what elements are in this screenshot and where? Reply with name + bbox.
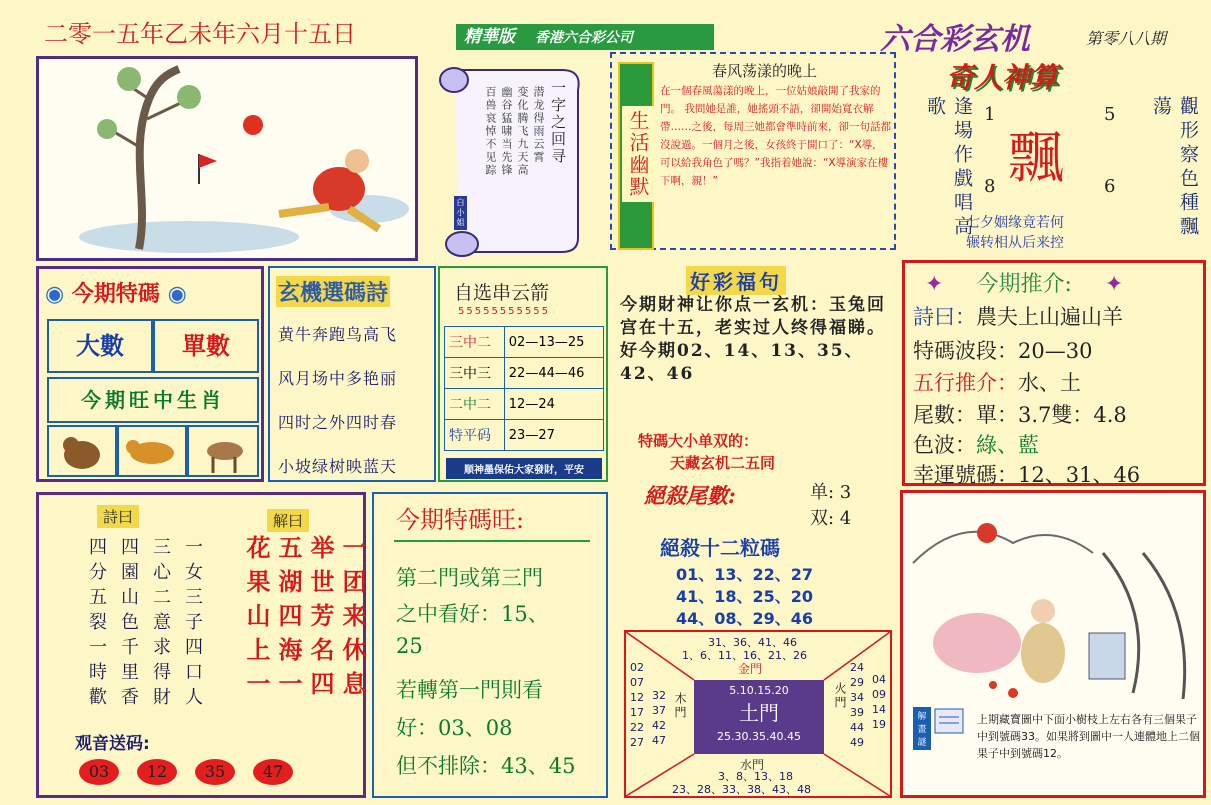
arrow-footer: 顺神墨保佑大家發財，平安 (446, 458, 602, 479)
scroll-line-1: 潜龙得雨云霄 (532, 86, 545, 164)
tiger-cell (117, 425, 187, 477)
ball: 03 (79, 759, 119, 785)
document-icon (931, 707, 971, 737)
oracle-num-2: 5 (1104, 104, 1116, 125)
scroll-stamp: 白小姐 (456, 198, 465, 228)
scroll-line-3: 幽谷猛啸当先锋 (500, 86, 513, 177)
poem-col-4: 四分五裂一時歡 (86, 537, 107, 712)
table-row (445, 358, 604, 389)
zodiac-line-text: 今期旺中生肖 (81, 388, 225, 412)
oracle-panel (908, 52, 1204, 252)
special-hot-line-3: 25 (396, 634, 423, 658)
zodiac-line (47, 377, 259, 423)
special-hot-line-5: 好：03、08 (396, 716, 513, 740)
bottom-poem-panel (36, 492, 366, 798)
recommend-label: 特碼波段： (913, 339, 1018, 363)
arrow-row-label: 三中二 (445, 327, 505, 358)
recommend-value: 農夫上山遍山羊 (976, 305, 1123, 329)
poem-select-line-3: 四时之外四时春 (278, 413, 398, 432)
arrow-panel (438, 266, 608, 482)
tiger-icon (119, 427, 185, 475)
star-icon: ✦ (925, 272, 944, 297)
wood-gate-label: 木門 (673, 692, 687, 720)
metal-nums-2: 1、6、11、16、21、26 (682, 649, 807, 662)
oracle-num-1: 1 (984, 104, 996, 125)
oracle-num-4: 6 (1104, 176, 1116, 197)
recommend-value: 12、31、46 (1018, 463, 1141, 487)
poem-select-panel (268, 266, 436, 482)
recommend-row-2 (913, 335, 1092, 365)
recommend-row-1 (913, 301, 1123, 331)
kill-12-title: 絕殺十二粒碼 (660, 536, 780, 560)
scroll-line-2: 变化腾飞九天高 (516, 86, 529, 177)
humor-text: 在一個春風蕩漾的晚上，一位姑娘敲開了我家的門。 我問她是誰，她搖頭不語，卻開始寬衣解帶……之後，每周三她都會準時前來，卻一句話都沒說過。一個月之後，女孩終于開口了：“X導，可以給我角色了嗎？”我指着她說：“X導演家在樓下啊，親！” (660, 85, 891, 187)
poem-label-1: 詩曰 (97, 505, 139, 528)
brand-title: 六合彩玄机 (880, 22, 1030, 57)
kill-12-line-2: 41、18、25、20 (676, 587, 814, 606)
ball: 35 (195, 759, 235, 785)
fortune-panel (614, 266, 898, 626)
fortune-title: 好彩福句 (686, 266, 786, 295)
special-hot-panel (372, 492, 608, 798)
goat-icon (189, 427, 257, 475)
answer-col-2: 举世芳名四 (306, 535, 335, 705)
date-title: 二零一五年乙未年六月十五日 (44, 20, 356, 48)
scroll-title: 一字之回寻 (549, 80, 567, 165)
special-hot-line-6: 但不排除：43、45 (396, 754, 576, 778)
special-panel (36, 266, 264, 482)
arrow-row-label: 二中二 (445, 389, 505, 420)
earth-bottom-nums: 25.30.35.40.45 (717, 730, 801, 743)
humor-side-label (618, 62, 654, 250)
gate-num: 27 (630, 736, 644, 749)
gate-num: 17 (630, 706, 644, 719)
recommend-label: 幸運號碼： (913, 463, 1018, 487)
metal-gate-label: 金門 (738, 662, 763, 676)
arrow-row-value: 12—24 (504, 389, 603, 420)
monkey-cell (47, 425, 117, 477)
poem-select-title: 玄機選碼詩 (276, 276, 390, 307)
special-hot-line-4: 若轉第一門則看 (396, 678, 543, 702)
recommend-row-4 (913, 399, 1127, 429)
target-icon-2: ◉ (167, 281, 187, 307)
special-hot-title: 今期特碼旺: (396, 506, 525, 534)
kill-tail-title: 絕殺尾數: (644, 483, 736, 508)
recommend-row-6 (913, 459, 1140, 489)
riddle-text: 上期藏寶圖中下面小樹枝上左右各有三個果子中到號碼33。如果將到圖中一人連體地上二個果子中到號碼12。 (977, 713, 1200, 760)
gate-num: 42 (652, 719, 666, 732)
metal-nums-1: 31、36、41、46 (708, 636, 797, 649)
wood-left-b (652, 688, 672, 748)
arrow-row-value: 02—13—25 (504, 327, 603, 358)
recommend-label: 色波： (913, 433, 976, 457)
poem-select-line-2: 风月场中多艳丽 (278, 369, 398, 388)
big-number-cell (47, 319, 153, 373)
issue-label: 第零八八期 (1086, 29, 1167, 48)
goat-cell (187, 425, 259, 477)
humor-panel (610, 52, 896, 250)
gate-num: 04 (872, 673, 886, 686)
recommend-value: 20—30 (1018, 339, 1093, 363)
oracle-poem-1: 七夕姻缘竟若何 (966, 215, 1064, 231)
gate-num: 12 (630, 691, 644, 704)
gate-num: 37 (652, 704, 666, 717)
gate-num: 44 (850, 721, 864, 734)
special-title-text: 今期特碼 (71, 281, 160, 307)
gate-num: 02 (630, 661, 644, 674)
kill-12-line-1: 01、13、22、27 (676, 565, 814, 584)
scroll-panel (432, 60, 600, 260)
riddle-drawing (903, 493, 1203, 699)
earth-gate-label: 土門 (739, 701, 779, 725)
recommend-row-5 (913, 429, 1039, 459)
table-row (445, 389, 604, 420)
target-icon: ◉ (45, 281, 65, 307)
poem-label-2: 解曰 (267, 509, 309, 532)
oracle-char: 飄 (1008, 126, 1064, 191)
oracle-num-3: 8 (984, 176, 996, 197)
gate-num: 34 (850, 691, 864, 704)
arrow-table (444, 326, 604, 451)
fire-right-a (850, 660, 870, 750)
riddle-panel (900, 490, 1206, 798)
recommend-row-3 (913, 367, 1081, 397)
gates-panel (624, 630, 892, 798)
oracle-left-col: 逢場作戲唱高歌 (924, 96, 973, 240)
poem-select-line-1: 黄牛奔跑鸟高飞 (278, 325, 398, 344)
recommend-panel (902, 260, 1206, 486)
gate-num: 14 (872, 703, 886, 716)
special-title (45, 277, 187, 308)
single-number-cell (153, 319, 259, 373)
poem-select-line-4: 小坡绿树映蓝天 (278, 457, 398, 476)
water-gate-label: 水門 (740, 758, 765, 772)
gate-num: 07 (630, 676, 644, 689)
recommend-value: 水、土 (1018, 371, 1081, 395)
answer-col-4: 花果山上一 (242, 535, 271, 705)
recommend-value: 綠、藍 (976, 433, 1039, 457)
gate-num: 47 (652, 734, 666, 747)
fire-gate-label: 火門 (833, 682, 847, 710)
table-row (445, 327, 604, 358)
special-hot-line-1: 第二門或第三門 (396, 566, 543, 590)
table-row (445, 420, 604, 451)
star-icon-2: ✦ (1104, 272, 1124, 297)
arrow-title: 自选串云箭 (454, 282, 550, 304)
gate-num: 22 (630, 721, 644, 734)
gate-num: 39 (850, 706, 864, 719)
gate-num: 24 (850, 661, 864, 674)
poem-col-3: 四園山色千里香 (118, 537, 139, 712)
humor-side-text: 生活幽默 (622, 106, 655, 202)
fortune-line3: 天藏玄机二五同 (670, 454, 776, 472)
water-nums-2: 23、28、33、38、43、48 (672, 783, 811, 796)
gate-num: 19 (872, 718, 886, 731)
wood-left-a (630, 660, 650, 750)
title-underline (394, 540, 590, 542)
poem-col-2: 三心二意求得財 (150, 537, 171, 712)
gate-num: 09 (872, 688, 886, 701)
recommend-title (925, 267, 1123, 298)
answer-col-3: 五湖四海一 (274, 535, 303, 705)
edition-banner (456, 24, 714, 50)
recommend-value: 單：3.7雙：4.8 (976, 403, 1127, 427)
recommend-label: 詩曰： (913, 305, 976, 329)
oracle-title: 奇人神算 (946, 61, 1059, 94)
earth-top-nums: 5.10.15.20 (729, 684, 789, 697)
fire-right-b (872, 672, 892, 732)
guanyin-balls (79, 759, 311, 785)
kill-12-line-3: 44、08、29、46 (676, 609, 814, 628)
edition-label: 精華版 (464, 27, 515, 47)
arrow-row-value: 23—27 (504, 420, 603, 451)
fortune-text: 今期財神让你点一玄机：玉兔回宫在十五，老实过人终得福睇。好今期02、14、13、35、42、46 (620, 295, 886, 384)
humor-title: 春风荡漾的晚上 (712, 62, 818, 80)
arrow-sub: 55555555555 (458, 306, 550, 317)
ball: 47 (253, 759, 293, 785)
arrow-row-value: 22—44—46 (504, 358, 603, 389)
recommend-title-text: 今期推介: (976, 272, 1072, 297)
gate-num: 49 (850, 736, 864, 749)
poem-col-1: 一女三子四口人 (182, 537, 203, 712)
riddle-badge: 解畫謎 (913, 707, 931, 750)
recommend-label: 五行推介： (913, 371, 1018, 395)
guanyin-label: 观音送码: (75, 734, 150, 754)
big-number-text: 大數 (76, 332, 124, 360)
arrow-row-label: 三中三 (445, 358, 505, 389)
kill-tail-double: 双: 4 (810, 508, 852, 529)
runner-drawing (39, 59, 415, 258)
special-hot-line-2: 之中看好：15、 (396, 602, 549, 626)
oracle-poem-2: 辗转相从后来控 (966, 235, 1064, 251)
kill-tail-single: 单: 3 (810, 482, 852, 503)
water-nums-1: 3、8、13、18 (718, 770, 793, 783)
monkey-icon (49, 427, 115, 475)
gate-num: 29 (850, 676, 864, 689)
single-number-text: 單數 (182, 332, 230, 360)
scroll-line-4: 百兽哀悼不见踪 (484, 86, 497, 177)
earth-gate (694, 680, 824, 754)
oracle-right-col: 觀形察色種飄蕩 (1150, 96, 1199, 240)
fortune-line2: 特碼大小单双的： (638, 432, 759, 450)
company-label: 香港六合彩公司 (534, 30, 633, 46)
arrow-row-label: 特平码 (445, 420, 505, 451)
recommend-label: 尾數： (913, 403, 976, 427)
answer-col-1: 一团来休息 (338, 535, 367, 705)
ball: 12 (137, 759, 177, 785)
gate-num: 32 (652, 689, 666, 702)
kite-illustration (36, 56, 418, 261)
